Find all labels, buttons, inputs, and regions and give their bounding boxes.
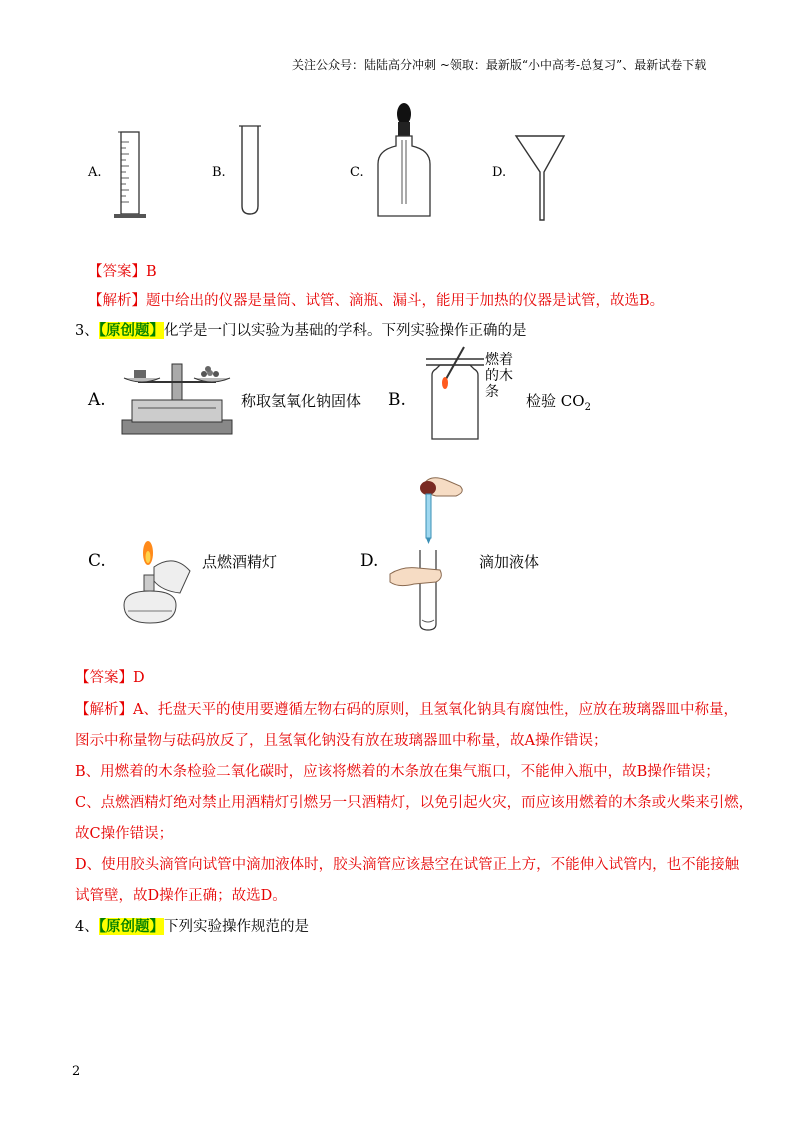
q3-analysis-line: 【解析】A、托盘天平的使用要遵循左物右码的原则，且氢氧化钠具有腐蚀性，应放在玻璃器皿中称量， [75,702,738,718]
q3-analysis-line: 试管壁，故D操作正确；故选D。 [75,888,287,904]
page-number: 2 [72,1064,81,1079]
stick-label-line-1: 燃着 [485,352,513,368]
q3-option-a-caption: 称取氢氧化钠固体 [241,392,362,410]
q2-analysis: 【解析】题中给出的仪器是量筒、试管、滴瓶、漏斗，能用于加热的仪器是试管，故选B。 [88,293,665,309]
q2-answer: 【答案】B [88,264,157,280]
q3-option-b-label: B. [388,390,406,410]
q4-stem [75,915,309,936]
dropper-bottle-icon [374,100,434,222]
q3-option-b-stick-label [485,352,513,400]
funnel-icon [514,134,570,224]
q3-number: 3、 [75,323,99,339]
balance-scale-icon [118,356,236,438]
q3-tag: 【原创题】 [98,322,164,339]
q2-option-b-label: B. [212,165,226,180]
stick-label-line-2: 的木 [485,368,513,384]
q3-answer: 【答案】D [75,670,145,686]
q4-number: 4、 [75,919,99,935]
q3-analysis-line: B、用燃着的木条检验二氧化碳时，应该将燃着的木条放在集气瓶口，不能伸入瓶中，故B操作错误； [75,764,720,780]
q2-option-d-label: D. [492,165,507,180]
two-alcohol-lamps-icon [110,535,202,631]
co2-formula: CO [560,392,585,410]
q3-question: 化学是一门以实验为基础的学科。下列实验操作正确的是 [163,323,527,339]
graduated-cylinder-icon [112,128,152,220]
q3-option-c-label: C. [88,551,106,571]
q3-option-b-caption [526,390,591,413]
q2-option-a-label: A. [88,165,102,180]
q3-option-d-label: D. [360,551,379,571]
q3-option-c-caption: 点燃酒精灯 [202,553,278,571]
page-header: 关注公众号：陆陆高分冲刺 ~领取：最新版“小中高考-总复习”、最新试卷下载 [292,58,707,72]
co2-subscript: 2 [584,402,591,413]
q3-stem [75,319,526,340]
q3-option-a-label: A. [88,390,106,410]
caption-text: 检验 [526,392,557,410]
q3-analysis-line: C、点燃酒精灯绝对禁止用酒精灯引燃另一只酒精灯，以免引起火灾，而应该用燃着的木条或火柴来引燃， [75,795,754,811]
q3-analysis-line: D、使用胶头滴管向试管中滴加液体时，胶头滴管应该悬空在试管正上方，不能伸入试管内，也不能接触 [75,857,740,873]
q4-question: 下列实验操作规范的是 [163,919,309,935]
dropper-over-test-tube-icon [384,470,472,634]
q3-option-d-caption: 滴加液体 [479,553,540,571]
q3-analysis-line: 故C操作错误； [75,826,174,842]
test-tube-icon [238,124,268,218]
gas-jar-with-burning-stick-icon [420,345,490,441]
q4-tag: 【原创题】 [98,918,164,935]
q2-option-c-label: C. [350,165,364,180]
stick-label-line-3: 条 [485,384,499,400]
q3-analysis-line: 图示中称量物与砝码放反了，且氢氧化钠没有放在玻璃器皿中称量，故A操作错误； [75,733,608,749]
